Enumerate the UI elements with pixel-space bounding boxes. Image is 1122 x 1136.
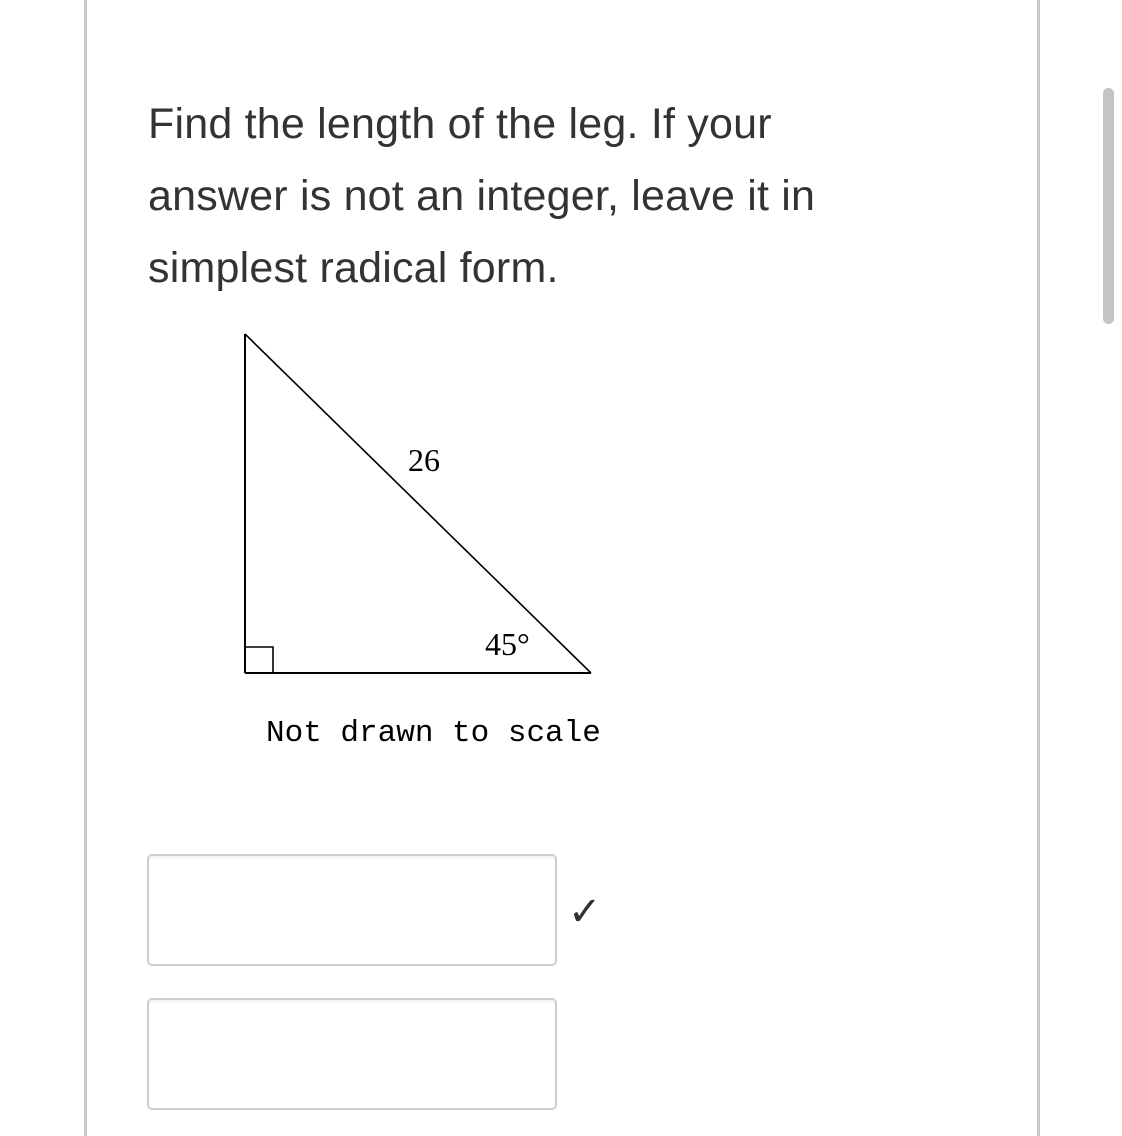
scale-note: Not drawn to scale [266,716,601,751]
right-angle-marker [245,647,273,673]
hypotenuse-label: 26 [408,442,440,478]
answer-input-1[interactable] [147,854,557,966]
question-text: Find the length of the leg. If your answer is not an integer, leave it in simplest radical form. [148,100,816,292]
check-icon: ✓ [568,889,602,935]
answer-input-2[interactable] [147,998,557,1110]
triangle-diagram [230,320,610,760]
hypotenuse [245,334,591,673]
scrollbar-thumb[interactable] [1103,88,1114,324]
triangle-figure [230,320,610,760]
angle-label: 45° [485,626,530,662]
